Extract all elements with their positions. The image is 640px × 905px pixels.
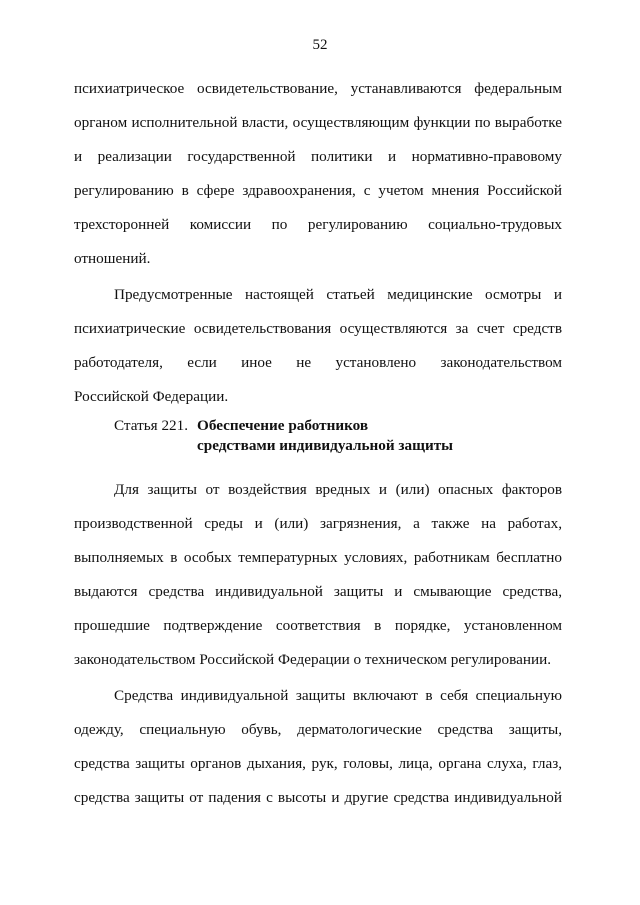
article-heading <box>74 416 562 473</box>
paragraphs-before <box>74 72 562 416</box>
text-line: психиатрические освидетельствования осуществляются за счет средств <box>74 320 562 337</box>
document-body <box>74 72 562 817</box>
text-line: отношений. <box>74 250 151 267</box>
text-line: выполняемых в особых температурных условиях, работникам бесплатно <box>74 549 562 566</box>
paragraph <box>74 473 562 677</box>
paragraph <box>74 679 562 815</box>
text-line: законодательством Российской Федерации о техническом регулировании. <box>74 651 552 668</box>
page-number: 52 <box>312 37 328 53</box>
text-line: регулированию в сфере здравоохранения, с учетом мнения Российской <box>74 182 562 199</box>
paragraph-gap <box>74 815 562 817</box>
article-title-line-1: Обеспечение работников <box>197 417 369 434</box>
article-label: Статья 221. <box>114 417 189 434</box>
article-title <box>197 416 453 456</box>
text-line: Для защиты от воздействия вредных и (или) опасных факторов <box>114 481 562 498</box>
paragraph <box>74 278 562 414</box>
paragraph <box>74 72 562 276</box>
text-line: Средства индивидуальной защиты включают в себя специальную <box>114 687 562 704</box>
text-line: одежду, специальную обувь, дерматологические средства защиты, <box>74 721 562 738</box>
text-line: работодателя, если иное не установлено законодательством <box>74 354 562 371</box>
paragraphs-after <box>74 473 562 817</box>
text-line: Российской Федерации. <box>74 388 229 405</box>
text-line: и реализации государственной политики и нормативно-правовому <box>74 148 562 165</box>
text-line: органом исполнительной власти, осуществляющим функции по выработке <box>74 114 562 131</box>
text-line: выдаются средства индивидуальной защиты и смывающие средства, <box>74 583 562 600</box>
text-line: производственной среды и (или) загрязнения, а также на работах, <box>74 515 562 532</box>
article-title-line-2: средствами индивидуальной защиты <box>197 437 454 454</box>
text-line: трехсторонней комиссии по регулированию социально-трудовых <box>74 216 562 233</box>
text-line: прошедшие подтверждение соответствия в порядке, установленном <box>74 617 562 634</box>
text-line: Предусмотренные настоящей статьей медицинские осмотры и <box>114 286 562 303</box>
text-line: средства защиты от падения с высоты и другие средства индивидуальной <box>74 789 562 806</box>
text-line: средства защиты органов дыхания, рук, головы, лица, органа слуха, глаз, <box>74 755 562 772</box>
text-line: психиатрическое освидетельствование, устанавливаются федеральным <box>74 80 562 97</box>
